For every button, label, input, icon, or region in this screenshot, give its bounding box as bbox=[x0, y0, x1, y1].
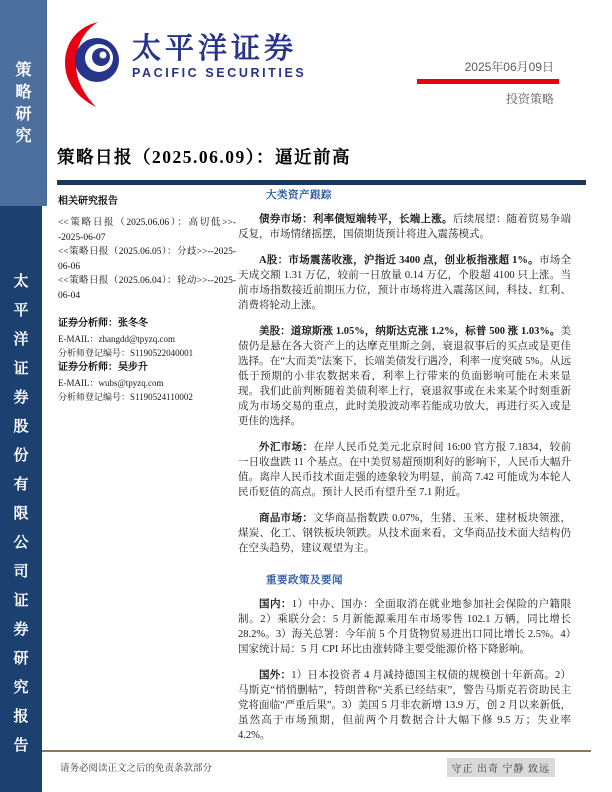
analyst-email-line[interactable]: E-MAIL：wubs@tpyzq.com bbox=[58, 378, 164, 388]
report-date: 2025年06月09日 bbox=[464, 60, 554, 74]
sidebar-category-band bbox=[0, 0, 47, 206]
analyst-name-line: 证券分析师：吴步升 bbox=[58, 362, 148, 373]
paragraph-overseas-news bbox=[238, 668, 571, 743]
title-divider bbox=[57, 180, 586, 185]
paragraph-body: 美债仍是悬在各大资产上的达摩克里斯之剑，衰退叙事后的买点或是更佳选择。在“大而美”法案下，长端美债发行遇冷，利率一度突破 5%。从远低于预期的小非农数据来看，利率上行带来的负面影响可能在未来显现。我们此前判断随着美债利率上行，衰退叙事或在未来某个时刻重新成为市场交易的重点，此时美股波动率若能成功放大，再进行买入或是更佳的选择。 bbox=[238, 326, 571, 427]
report-meta bbox=[339, 58, 559, 107]
related-reports-header: 相关研究报告 bbox=[58, 196, 118, 207]
sidebar-company-band bbox=[0, 206, 42, 792]
paragraph-lead: 国内： bbox=[259, 599, 292, 610]
paragraph-body: 在岸人民币兑美元北京时间 16:00 官方报 7.1834，较前一日收盘跌 11 个基点。在中美贸易超预期利好的影响下，人民币大幅升值。离岸人民币技术面走强的迹象较为明显，前高 7.42 可能成为本轮人民币贬值的高点。预计人民币有望升至 7.1 附近。 bbox=[238, 442, 571, 498]
analyst-info bbox=[58, 316, 236, 404]
section-header: 重要政策及要闻 bbox=[266, 575, 343, 586]
analyst-name-line: 证券分析师：张冬冬 bbox=[58, 318, 148, 329]
brand-text bbox=[132, 34, 306, 80]
sidebar-company-label: 太平洋证券股份有限公司证券研究报告 bbox=[13, 274, 29, 754]
analyst-registration-line: 分析师登记编号：S1190522040001 bbox=[58, 348, 194, 358]
related-report-link[interactable]: <<策略日报（2025.06.04）：轮动>>--2025-06-04 bbox=[58, 276, 236, 301]
section-policy-news bbox=[238, 572, 571, 743]
paragraph-commodities bbox=[238, 511, 571, 556]
paragraph-bond-market bbox=[238, 212, 571, 242]
page-title: 策略日报（2025.06.09）：逼近前高 bbox=[57, 147, 351, 167]
paragraph-lead: 国外： bbox=[259, 670, 292, 681]
report-category: 投资策略 bbox=[505, 92, 554, 106]
paragraph-lead: 商品市场： bbox=[259, 513, 314, 524]
paragraph-lead: 债券市场：利率债短端转平，长端上涨。 bbox=[259, 214, 453, 225]
paragraph-forex bbox=[238, 440, 571, 500]
related-report-link[interactable]: <<策略日报（2025.06.06）：高切低>>--2025-06-07 bbox=[58, 218, 236, 243]
paragraph-lead: A股：市场震荡收涨，沪指近 3400 点，创业板指涨超 1%。 bbox=[259, 255, 539, 266]
brand-name-en: PACIFIC SECURITIES bbox=[132, 66, 307, 80]
analyst-registration-line: 分析师登记编号：S1190524110002 bbox=[58, 392, 193, 402]
footer-divider bbox=[42, 750, 591, 752]
related-report-link[interactable]: <<策略日报（2025.06.05）：分歧>>--2025-06-06 bbox=[58, 247, 236, 272]
paragraph-body: 后续展望：随着贸易争端反复，市场情绪摇摆，国债期货预计将进入震荡模式。 bbox=[238, 214, 572, 240]
red-accent-bar bbox=[417, 79, 559, 84]
analyst-email-line[interactable]: E-MAIL：zhangdd@tpyzq.com bbox=[58, 334, 176, 344]
paragraph-body: 1）日本投资者 4 月减持德国主权债的规模创十年新高。2）马斯克“悄悄删帖”，特朗普称“关系已经结束”，警告马斯克若资助民主党将面临“严重后果”。3）美国 5 月非农新增 13.9 万，创 2 月以来新低，虽然高于市场预期，但前两个月数据合计大幅下修 9.5 万；失业率 4.2%。 bbox=[238, 670, 571, 741]
section-header: 大类资产跟踪 bbox=[266, 190, 332, 201]
paragraph-body: 1）中办、国办：全面取消在就业地参加社会保险的户籍限制。2）乘联分会：5 月新能源乘用车市场零售 102.1 万辆，同比增长 28.2%。3）海关总署：今年前 5 个月货物贸易进出口同比增长 2.5%。4）国家统计局：5 月 CPI 环比由涨转降主要受能源价格下降影响。 bbox=[238, 599, 572, 655]
brand-logo bbox=[62, 20, 306, 108]
paragraph-us-stocks bbox=[238, 324, 571, 429]
sidebar-category-label: 策略研究 bbox=[15, 62, 32, 145]
left-column bbox=[58, 192, 236, 404]
footer-disclaimer: 请务必阅读正文之后的免责条款部分 bbox=[60, 764, 213, 774]
paragraph-domestic-news bbox=[238, 597, 571, 657]
paragraph-a-shares bbox=[238, 253, 571, 313]
pacific-swirl-logo-icon bbox=[62, 20, 122, 108]
paragraph-body: 市场全天成交额 1.31 万亿，较前一日放量 0.14 万亿，个股超 4100 只上涨。当前市场指数接近前期压力位，预计市场将进入震荡区间，科技、红利、消费将轮动上涨。 bbox=[238, 255, 571, 311]
main-content bbox=[238, 187, 571, 754]
brand-name-cn: 太平洋证券 bbox=[132, 33, 298, 65]
paragraph-body: 文华商品指数跌 0.07%，生猪、玉米、建材板块领涨，煤炭、化工、钢铁板块领跌。从技术面来看，文华商品技术面大结构仍在空头趋势，建议观望为主。 bbox=[238, 513, 572, 554]
footer-motto: 守正 出奇 宁静 致远 bbox=[447, 758, 556, 777]
paragraph-lead: 外汇市场： bbox=[259, 442, 314, 453]
section-asset-tracking bbox=[238, 187, 571, 556]
paragraph-lead: 美股：道琼斯涨 1.05%，纳斯达克涨 1.2%，标普 500 涨 1.03%。 bbox=[259, 326, 561, 337]
